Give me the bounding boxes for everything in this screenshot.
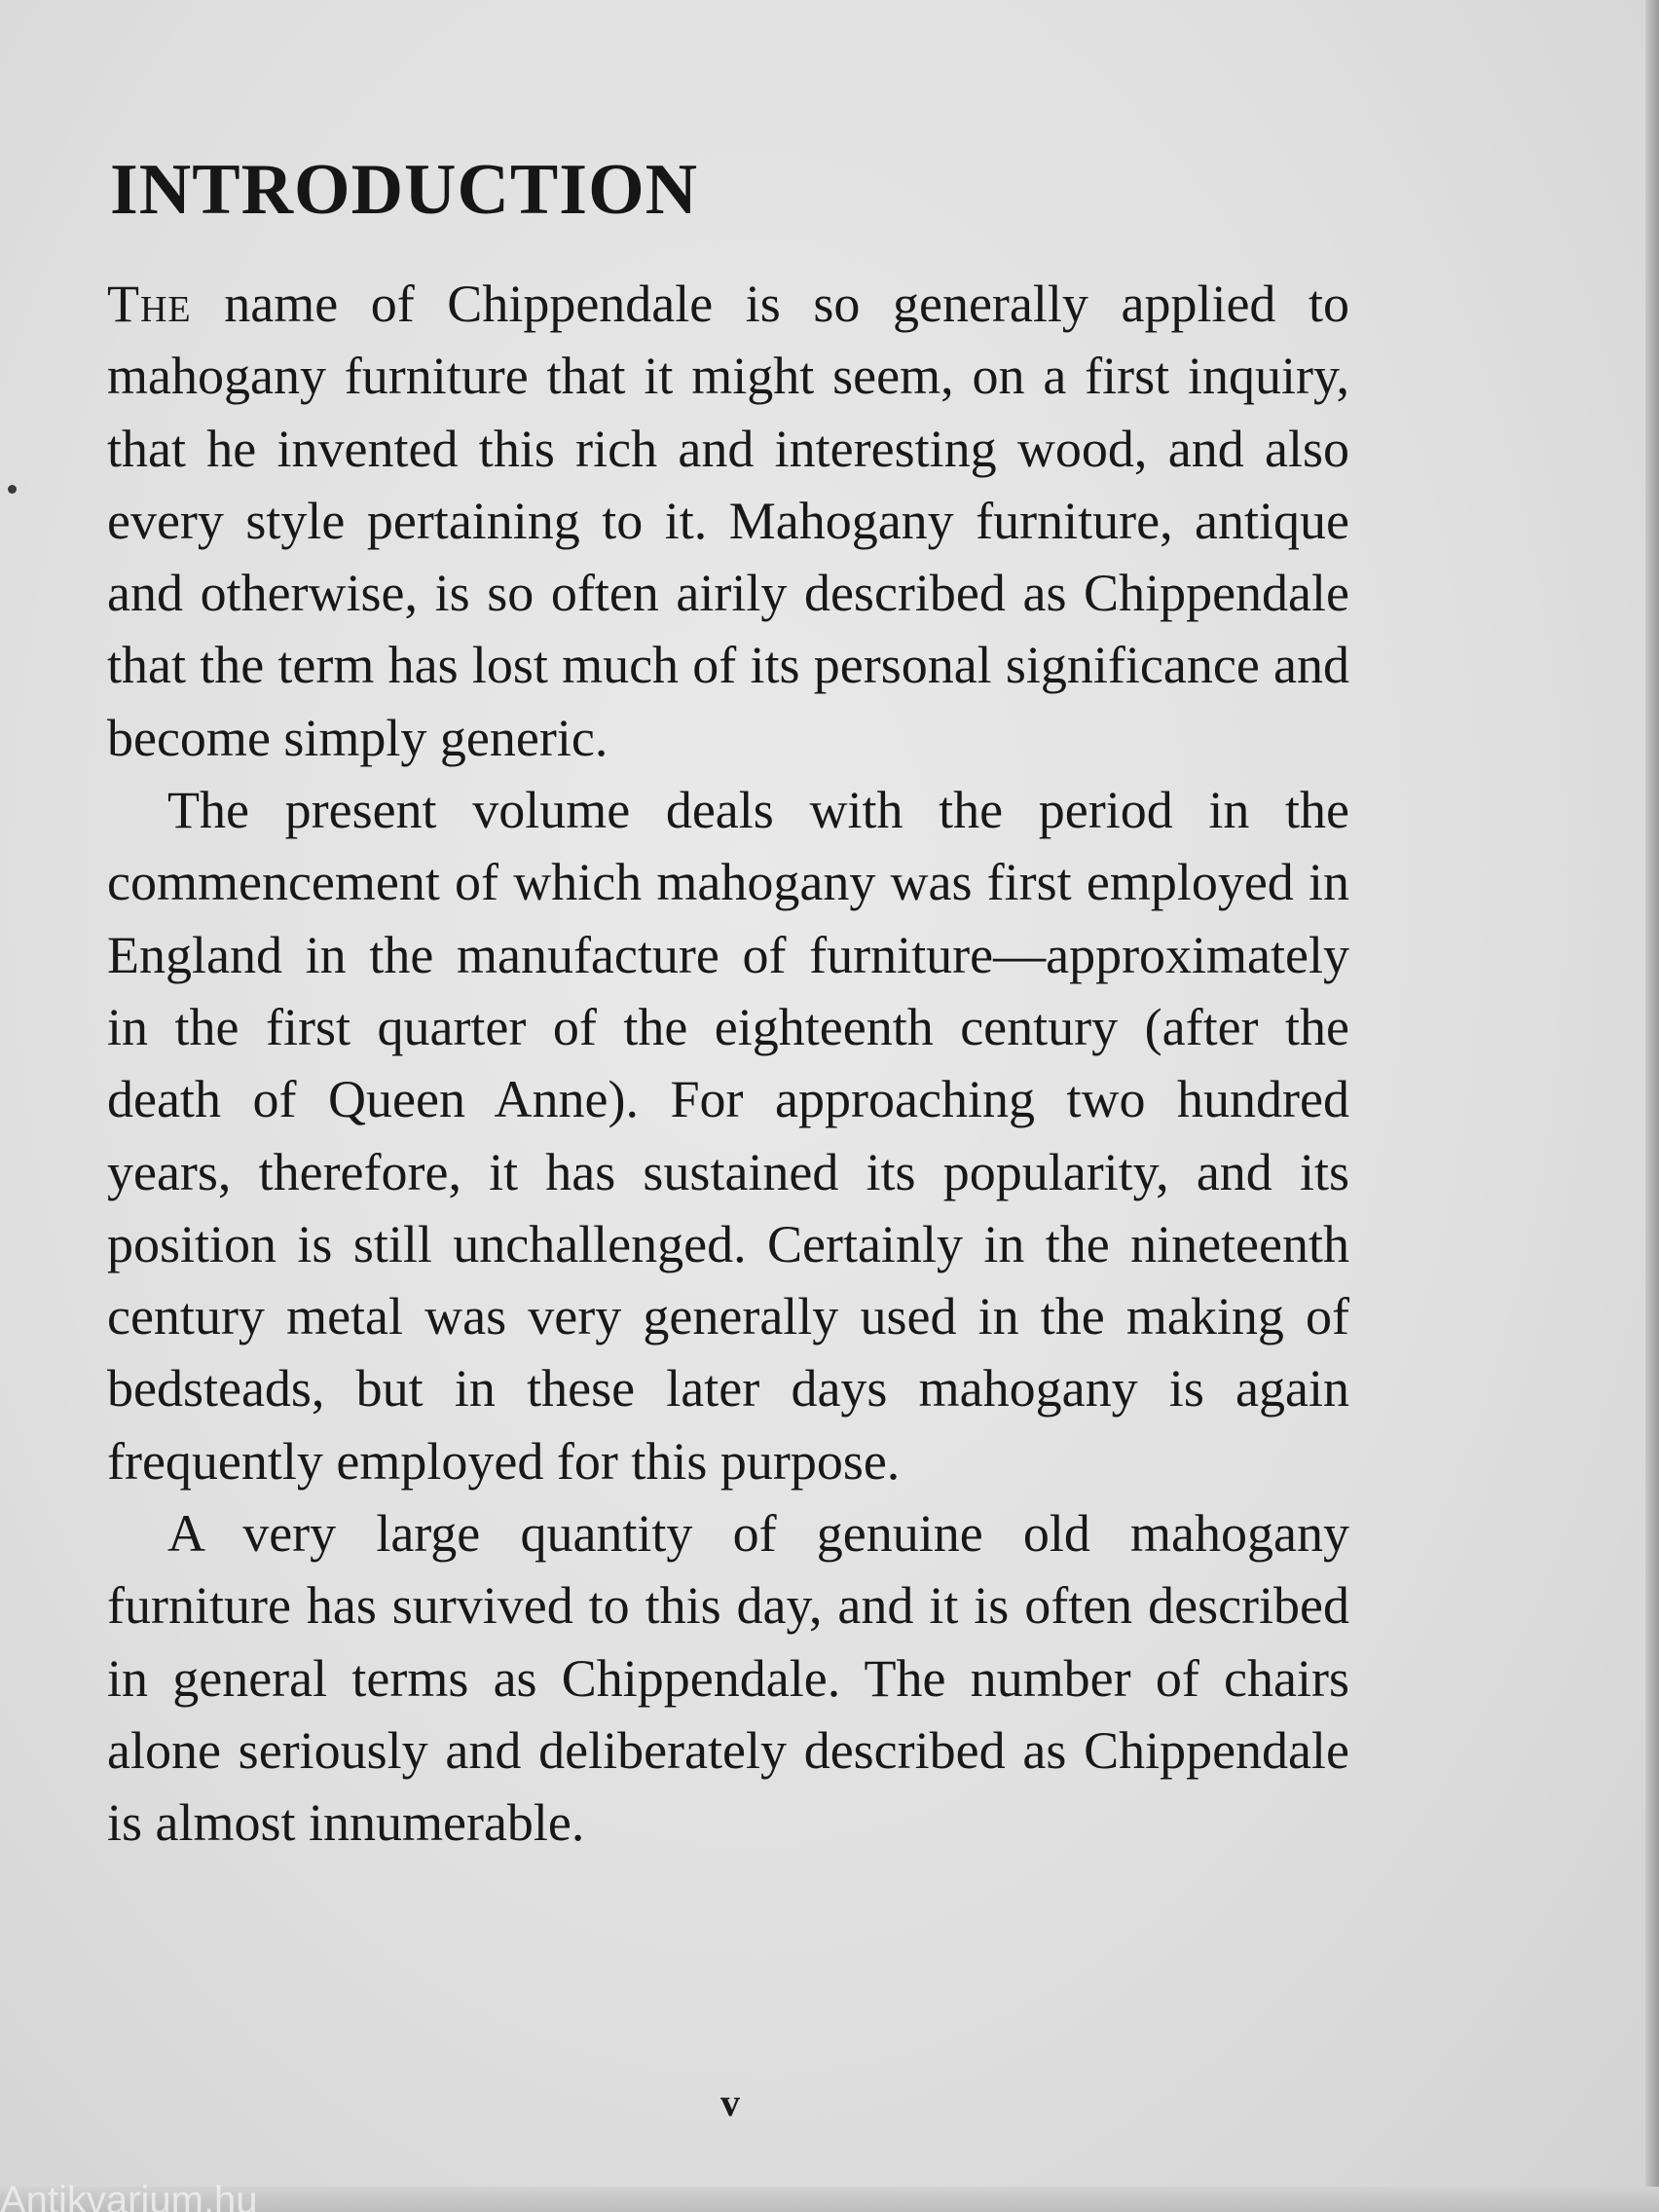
paragraph-3: A very large quantity of genuine old mahogany furniture has survived to this day, and it is often described in general terms as Chippendale. The number of chairs alone seriously and deliberately described as Chippendale is almost innumerable. (107, 1504, 1349, 1853)
paragraph-1 (107, 268, 1349, 774)
watermark: Antikvarium.hu (0, 2179, 258, 2212)
paragraph-2: The present volume deals with the period in the commencement of which mahogany was first employed in England in the manufacture of furniture—approximately in the first quarter of the eighteenth century (after the death of Queen Anne). For approaching two hundred years, therefore, it has sustained its popularity, and its position is still unchallenged. Certainly in the nineteenth century metal was very generally used in the making of bedsteads, but in these later days mahogany is again frequently employed for this purpose. (107, 781, 1349, 1491)
body-text (107, 268, 1349, 1860)
paragraph-lead-word: The (107, 275, 192, 333)
paper-speck (8, 485, 17, 494)
paragraph-1-text: name of Chippendale is so generally applied to mahogany furniture that it might seem, on a first inquiry, that he invented this rich and interesting wood, and also every style pertaining to it. Mahogany furniture, antique and otherwise, is so often airily described as Chippendale that the term has lost much of its personal significance and become simply generic. (107, 275, 1349, 767)
page-title: INTRODUCTION (110, 150, 699, 230)
page-number: v (720, 2081, 740, 2124)
page-edge-shadow (1645, 0, 1659, 2212)
